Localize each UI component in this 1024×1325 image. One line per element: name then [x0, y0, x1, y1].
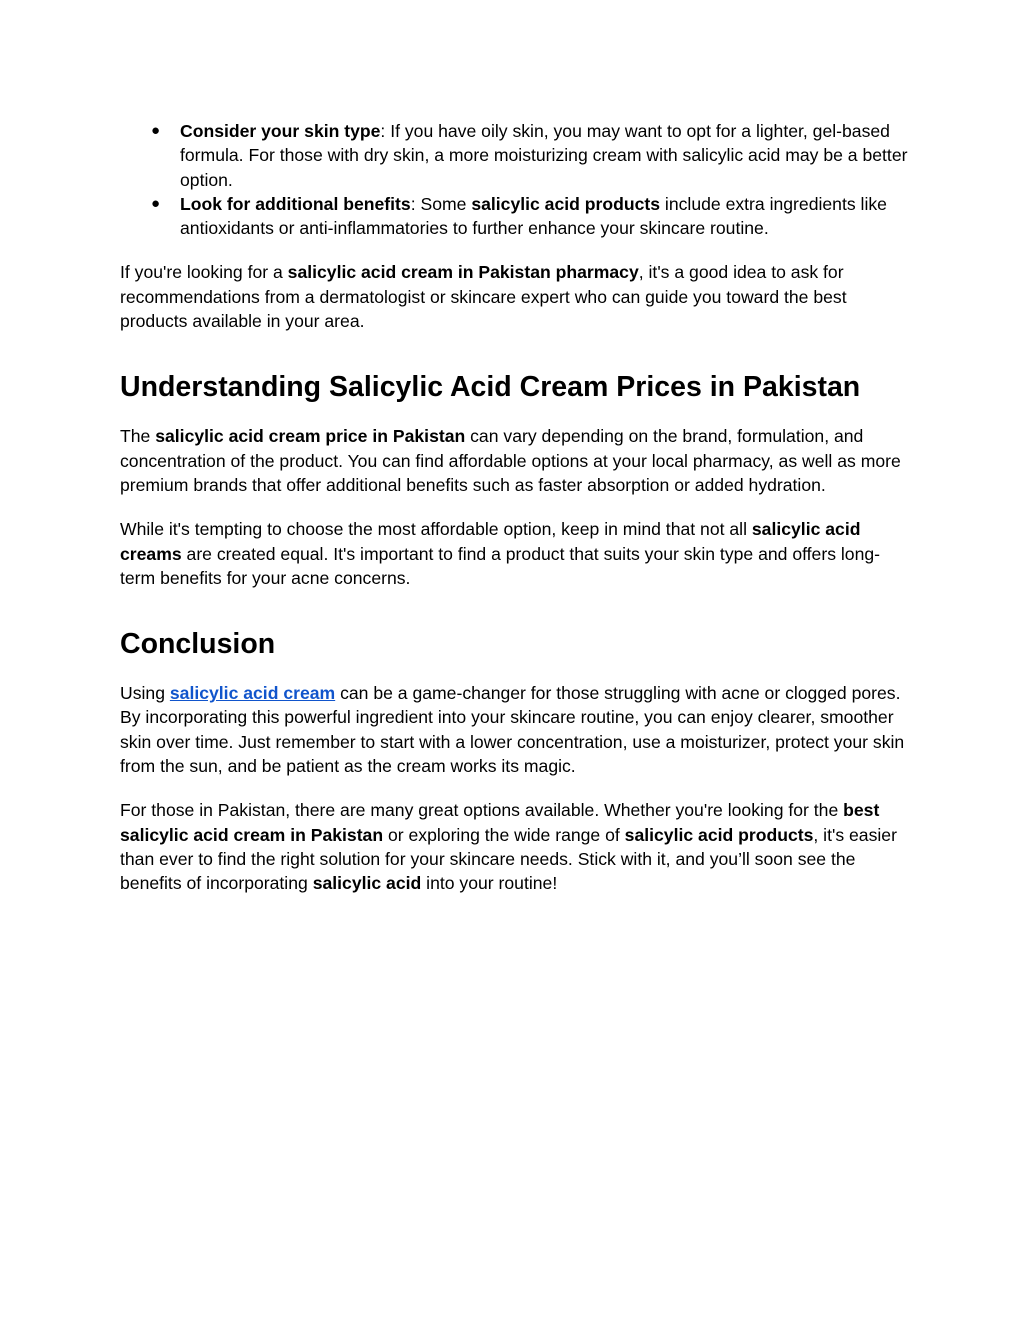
text-run: For those in Pakistan, there are many great options available. Whether you're looking for the [120, 800, 844, 821]
heading-conclusion: Conclusion [120, 628, 276, 661]
paragraph-pharmacy [120, 260, 910, 333]
bullet-keyword: salicylic acid products [471, 193, 661, 214]
tips-list [120, 119, 910, 240]
text-run: into your routine! [421, 873, 558, 894]
keyword: salicylic acid products [624, 824, 814, 845]
text-run: are created equal. It's important to find a product that suits your skin type and offers long-term benefits for your acne concerns. [120, 543, 881, 588]
list-item [120, 119, 910, 192]
bullet-title: Consider your skin type [180, 121, 381, 141]
text-run: can vary depending on the brand, formulation, and concentration of the product. You can find affordable options at your local pharmacy, as well as more premium brands that offer additional benefits such as faster absorption or added hydration. [120, 426, 901, 495]
list-item [120, 192, 910, 241]
keyword: salicylic acid creams [120, 519, 861, 564]
bullet-dot-icon: ● [151, 122, 161, 139]
text-run: , it's easier than ever to find the right solution for your skincare needs. Stick with it, and you’ll soon see the benefits of incorporating [120, 824, 897, 894]
heading-prices: Understanding Salicylic Acid Cream Prices in Pakistan [120, 371, 861, 404]
text-run: can be a game-changer for those struggling with acne or clogged pores. By incorporating this powerful ingredient into your skincare routine, you can enjoy clearer, smoother skin over time. Just remember to start with a lower concentration, use a moisturizer, protect your skin from the sun, and be patient as the cream works its magic. [120, 683, 905, 777]
keyword: salicylic acid cream in Pakistan pharmacy [287, 262, 639, 283]
text-run: Using [120, 683, 170, 704]
bullet-text: : Some [410, 193, 472, 214]
text-run: or exploring the wide range of [383, 824, 625, 845]
keyword: best salicylic acid cream in Pakistan [120, 800, 880, 845]
text-run: The [120, 426, 156, 447]
keyword: salicylic acid [312, 873, 422, 894]
document-page [120, 119, 910, 896]
bullet-text: include extra ingredients like antioxidants or anti-inflammatories to further enhance your skincare routine. [180, 193, 887, 239]
text-run: , it's a good idea to ask for recommendations from a dermatologist or skincare expert who can guide you toward the best products available in your area. [120, 262, 847, 332]
keyword: salicylic acid cream price in Pakistan [155, 426, 466, 447]
salicylic-acid-cream-link[interactable]: salicylic acid cream [169, 683, 336, 704]
paragraph-using [120, 681, 910, 778]
text-run: While it's tempting to choose the most affordable option, keep in mind that not all [120, 519, 752, 540]
paragraph-pakistan [120, 798, 910, 895]
bullet-title: Look for additional benefits [180, 193, 411, 214]
bullet-text: : If you have oily skin, you may want to opt for a lighter, gel-based formula. For those with dry skin, a more moisturizing cream with salicylic acid may be a better option. [180, 121, 908, 190]
paragraph-price [120, 424, 910, 497]
paragraph-tempting [120, 517, 910, 590]
text-run: If you're looking for a [120, 262, 288, 283]
bullet-dot-icon: ● [151, 194, 161, 212]
